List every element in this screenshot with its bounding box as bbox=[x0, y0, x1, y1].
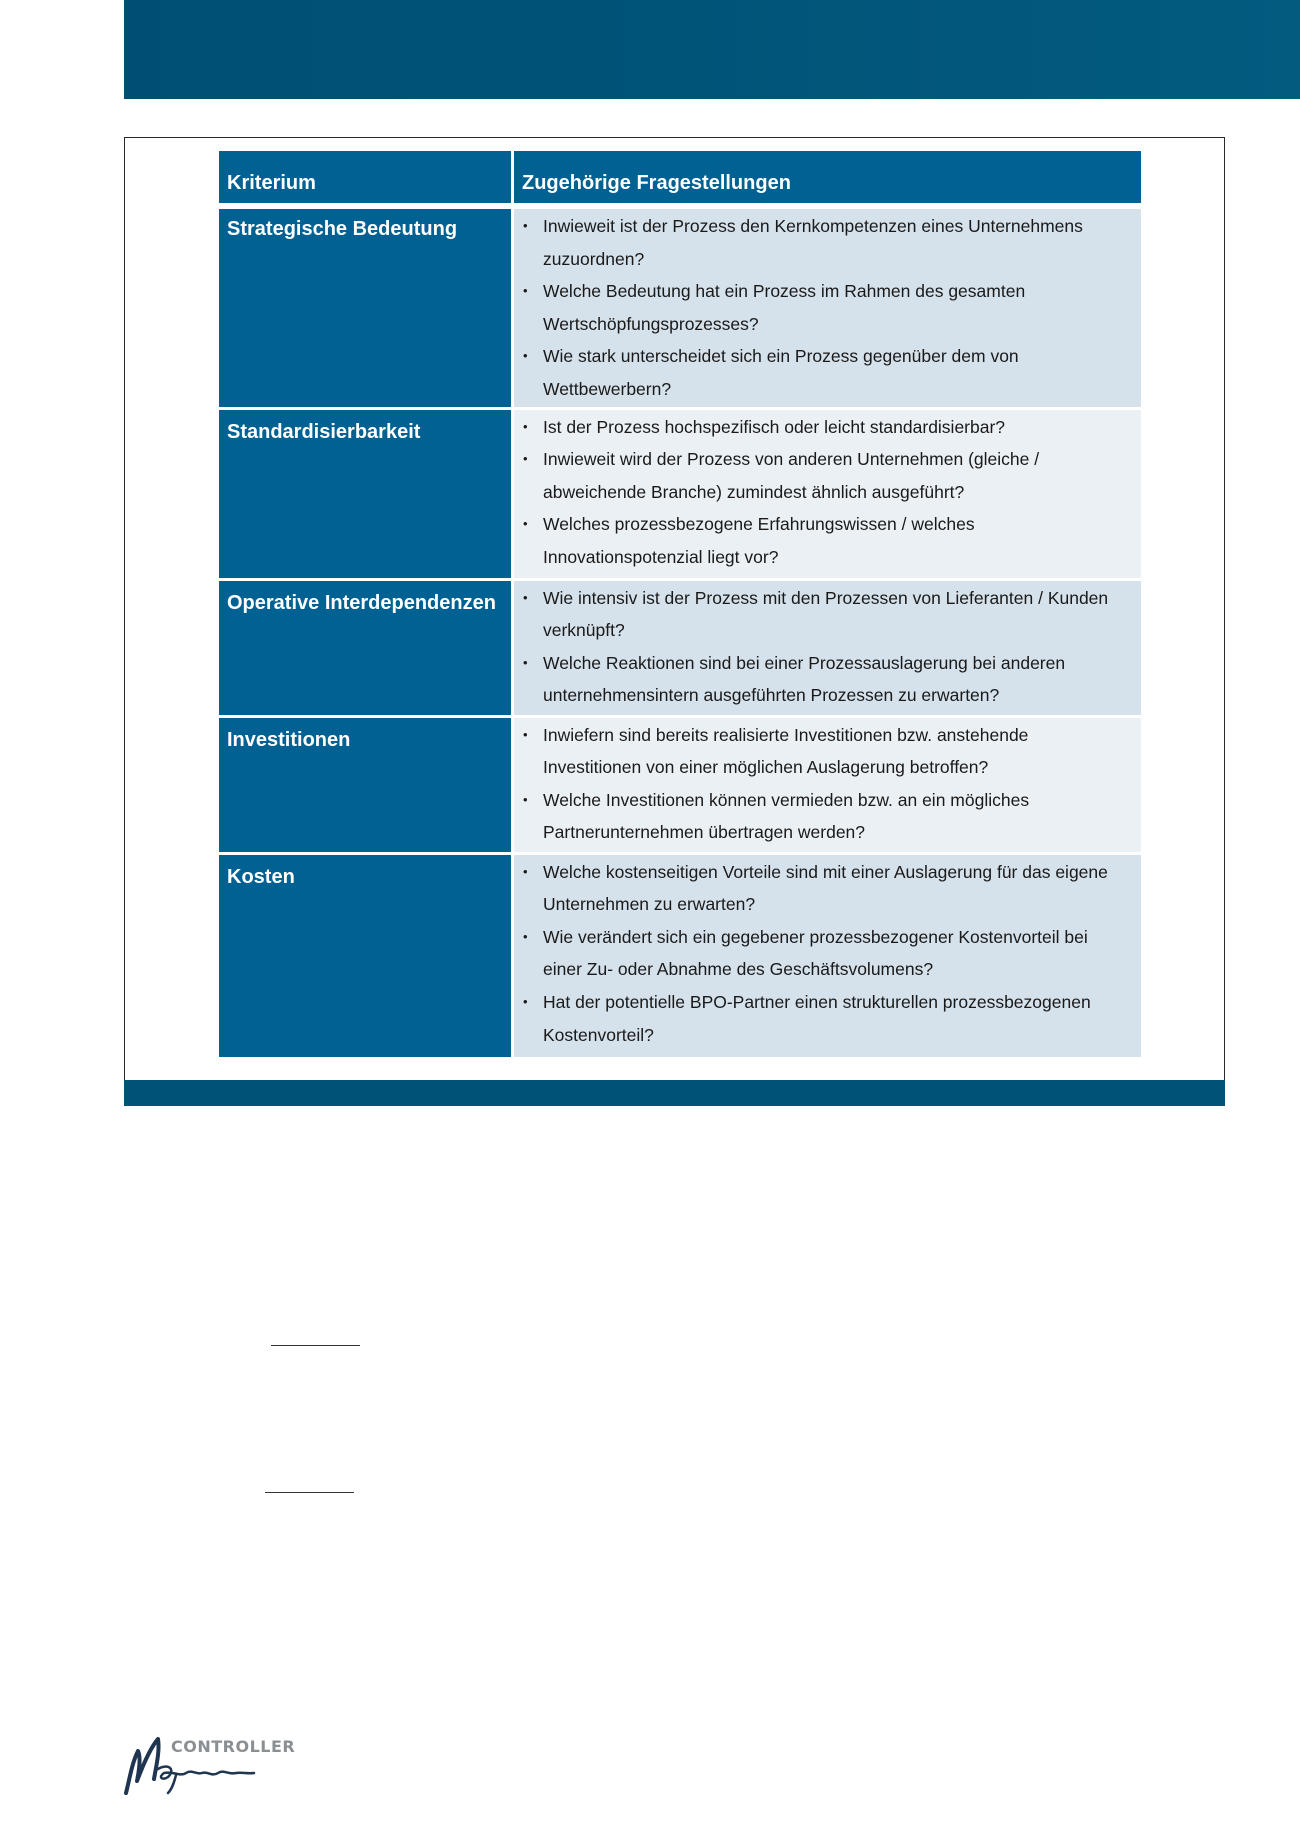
bullet-icon: • bbox=[523, 654, 528, 670]
footnote-rule bbox=[271, 1345, 360, 1346]
list-item: • Welches prozessbezogene Erfahrungswissen / welches Innovationspotenzial liegt vor? bbox=[522, 508, 1129, 573]
questions-cell bbox=[511, 581, 1141, 718]
list-item: • Welche Bedeutung hat ein Prozess im Rahmen des gesamten Wertschöpfungsprozesses? bbox=[522, 275, 1129, 340]
bullet-icon: • bbox=[523, 451, 528, 467]
question-list bbox=[522, 411, 1129, 574]
table-row bbox=[219, 581, 1141, 718]
footnote-rule bbox=[265, 1492, 354, 1493]
bullet-icon: • bbox=[523, 516, 528, 532]
list-item: • Wie intensiv ist der Prozess mit den Prozessen von Lieferanten / Kunden verknüpft? bbox=[522, 582, 1129, 647]
table-row bbox=[219, 209, 1141, 410]
table-row bbox=[219, 410, 1141, 581]
table-row bbox=[219, 855, 1141, 1057]
criterion-cell: Investitionen bbox=[219, 718, 511, 855]
questions-cell bbox=[511, 718, 1141, 855]
header-criterion: Kriterium bbox=[219, 151, 511, 209]
table-header-row bbox=[219, 151, 1141, 209]
table-row bbox=[219, 718, 1141, 855]
list-item: • Inwieweit wird der Prozess von anderen Unternehmen (gleiche / abweichende Branche) zumindest ähnlich ausgeführt? bbox=[522, 443, 1129, 508]
header-questions: Zugehörige Fragestellungen bbox=[511, 151, 1141, 209]
list-item: • Inwieweit ist der Prozess den Kernkompetenzen eines Unternehmens zuzuordnen? bbox=[522, 210, 1129, 275]
bullet-icon: • bbox=[523, 348, 528, 364]
top-banner bbox=[124, 0, 1300, 99]
bullet-icon: • bbox=[523, 589, 528, 605]
criterion-cell: Standardisierbarkeit bbox=[219, 410, 511, 581]
bullet-icon: • bbox=[523, 218, 528, 233]
list-item: • Inwiefern sind bereits realisierte Investitionen bzw. anstehende Investitionen von einer möglichen Auslagerung betroffen? bbox=[522, 719, 1129, 784]
bullet-icon: • bbox=[523, 863, 528, 879]
bullet-icon: • bbox=[523, 726, 528, 742]
criteria-table bbox=[219, 151, 1141, 1057]
figure-bottom-band bbox=[124, 1080, 1225, 1106]
list-item: • Hat der potentielle BPO-Partner einen strukturellen prozessbezogenen Kostenvorteil? bbox=[522, 986, 1129, 1051]
bullet-icon: • bbox=[523, 993, 528, 1009]
question-list bbox=[522, 719, 1129, 849]
bullet-icon: • bbox=[523, 791, 528, 807]
list-item: • Welche Reaktionen sind bei einer Prozessauslagerung bei anderen unternehmensintern ausgeführten Prozessen zu erwarten? bbox=[522, 647, 1129, 712]
questions-cell bbox=[511, 410, 1141, 581]
logo-wordmark: CONTROLLER bbox=[171, 1737, 296, 1756]
question-list bbox=[522, 582, 1129, 712]
list-item: • Wie verändert sich ein gegebener prozessbezogener Kostenvorteil bei einer Zu- oder Abnahme des Geschäftsvolumens? bbox=[522, 921, 1129, 986]
list-item: • Welche kostenseitigen Vorteile sind mit einer Auslagerung für das eigene Unternehmen zu erwarten? bbox=[522, 856, 1129, 921]
criterion-cell: Operative Interdependenzen bbox=[219, 581, 511, 718]
bullet-icon: • bbox=[523, 928, 528, 944]
criterion-cell: Strategische Bedeutung bbox=[219, 209, 511, 410]
list-item: • Welche Investitionen können vermieden bzw. an ein mögliches Partnerunternehmen übertragen werden? bbox=[522, 784, 1129, 849]
questions-cell bbox=[511, 855, 1141, 1057]
questions-cell bbox=[511, 209, 1141, 410]
list-item: • Ist der Prozess hochspezifisch oder leicht standardisierbar? bbox=[522, 411, 1129, 444]
bullet-icon: • bbox=[523, 418, 528, 434]
bullet-icon: • bbox=[523, 283, 528, 299]
question-list bbox=[522, 210, 1129, 406]
list-item: • Wie stark unterscheidet sich ein Prozess gegenüber dem von Wettbewerbern? bbox=[522, 340, 1129, 405]
criterion-cell: Kosten bbox=[219, 855, 511, 1057]
controller-magazin-logo bbox=[124, 1727, 296, 1797]
question-list bbox=[522, 856, 1129, 1052]
